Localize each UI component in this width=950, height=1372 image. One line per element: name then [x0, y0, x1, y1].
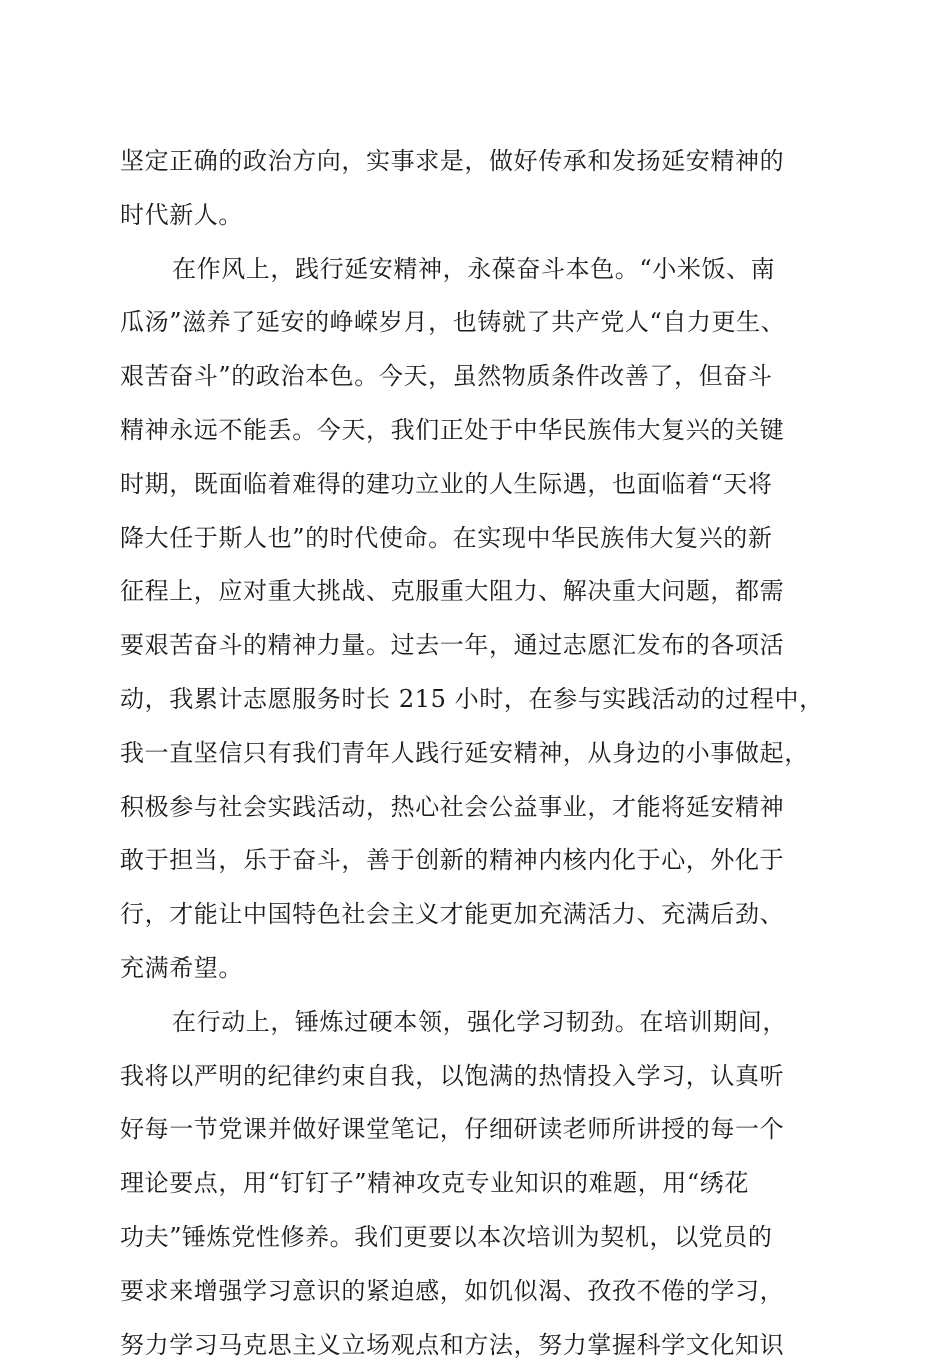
text-line: 艰苦奋斗”的政治本色。今天，虽然物质条件改善了，但奋斗 — [120, 362, 773, 391]
text-line: 理论要点，用“钉钉子”精神攻克专业知识的难题，用“绣花 — [120, 1169, 750, 1198]
text-line: 要求来增强学习意识的紧迫感，如饥似渴、孜孜不倦的学习， — [120, 1276, 785, 1305]
body-text — [120, 135, 830, 1372]
text-line: 要艰苦奋斗的精神力量。过去一年，通过志愿汇发布的各项活 — [120, 631, 785, 660]
text-line: 敢于担当，乐于奋斗，善于创新的精神内核内化于心，外化于 — [120, 846, 785, 875]
text-line: 努力学习马克思主义立场观点和方法，努力掌握科学文化知识 — [120, 1330, 785, 1359]
text-line: 充满希望。 — [120, 953, 243, 982]
text-line: 行，才能让中国特色社会主义才能更加充满活力、充满后劲、 — [120, 900, 785, 929]
text-line: 精神永远不能丢。今天，我们正处于中华民族伟大复兴的关键 — [120, 415, 785, 444]
text-line: 瓜汤”滋养了延安的峥嵘岁月，也铸就了共产党人“自力更生、 — [120, 308, 786, 337]
text-line: 我一直坚信只有我们青年人践行延安精神，从身边的小事做起， — [120, 738, 809, 767]
paragraph-start-line: 在作风上，践行延安精神，永葆奋斗本色。“小米饭、南 — [172, 254, 776, 283]
text-line: 我将以严明的纪律约束自我，以饱满的热情投入学习，认真听 — [120, 1061, 785, 1090]
text-line: 降大任于斯人也”的时代使命。在实现中华民族伟大复兴的新 — [120, 523, 773, 552]
text-line: 坚定正确的政治方向，实事求是，做好传承和发扬延安精神的 — [120, 147, 785, 175]
text-line: 时期，既面临着难得的建功立业的人生际遇，也面临着“天将 — [120, 469, 773, 498]
text-line: 时代新人。 — [120, 200, 243, 229]
text-line: 好每一节党课并做好课堂笔记，仔细研读老师所讲授的每一个 — [120, 1115, 785, 1144]
text-line: 功夫”锤炼党性修养。我们更要以本次培训为契机，以党员的 — [120, 1222, 773, 1251]
text-line: 积极参与社会实践活动，热心社会公益事业，才能将延安精神 — [120, 792, 785, 821]
paragraph-start-line: 在行动上，锤炼过硬本领，强化学习韧劲。在培训期间， — [172, 1007, 787, 1036]
text-line: 征程上，应对重大挑战、克服重大阻力、解决重大问题，都需 — [120, 577, 785, 606]
text-line: 动，我累计志愿服务时长 215 小时，在参与实践活动的过程中， — [120, 684, 824, 713]
